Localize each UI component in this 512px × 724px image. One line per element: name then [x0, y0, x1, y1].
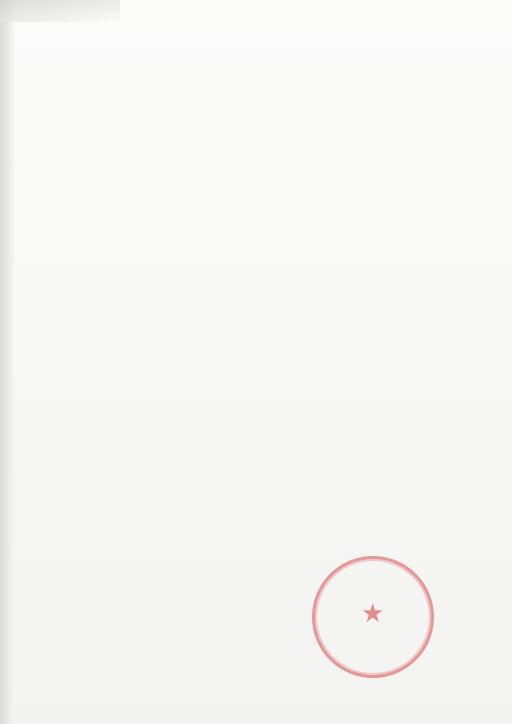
seal-star-icon: ★: [361, 599, 385, 628]
paper-corner-shadow: [0, 0, 120, 22]
paper-fold-shadow: [0, 0, 14, 724]
agency-chop-watermark: [96, 205, 456, 645]
